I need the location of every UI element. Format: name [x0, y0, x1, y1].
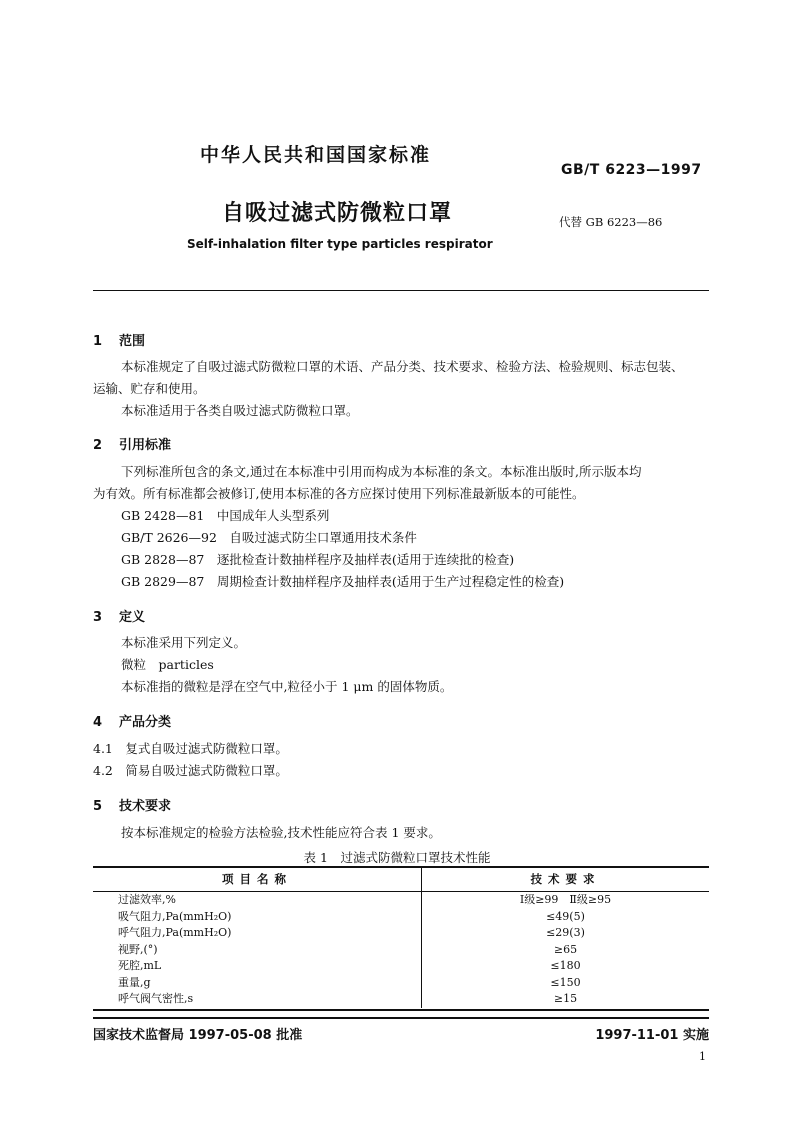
section-1-para-2: 本标准适用于各类自吸过滤式防微粒口罩。 — [121, 403, 359, 418]
approval-line: 国家技术监督局 1997-05-08 批准 — [93, 1028, 303, 1043]
section-4-heading: 4 产品分类 — [93, 715, 172, 730]
table-caption: 表 1 过滤式防微粒口罩技术性能 — [303, 850, 491, 865]
section-1-para-1b: 运输、贮存和使用。 — [93, 381, 206, 396]
header-rule — [93, 290, 709, 291]
table-cell: 呼气阻力,Pa(mmH₂O) — [93, 925, 422, 942]
table-cell: ≥65 — [553, 942, 578, 956]
section-2-para-1a: 下列标准所包含的条文,通过在本标准中引用而构成为本标准的条文。本标准出版时,所示版本均 — [121, 464, 642, 479]
section-4-item: 4.2 简易自吸过滤式防微粒口罩。 — [93, 763, 288, 778]
section-5-para-1: 按本标准规定的检验方法检验,技术性能应符合表 1 要求。 — [121, 825, 441, 840]
table-header-cell: 项目名称 — [93, 867, 422, 892]
table-bottom-border — [93, 1009, 709, 1011]
section-2-para-1b: 为有效。所有标准都会被修订,使用本标准的各方应探讨使用下列标准最新版本的可能性。 — [93, 486, 585, 501]
table-cell: 吸气阻力,Pa(mmH₂O) — [93, 909, 422, 926]
footer-rule — [93, 1017, 709, 1019]
table-cell: 呼气阀气密性,s — [93, 991, 422, 1008]
table-cell: ≤150 — [550, 975, 581, 989]
reference-item: GB 2428—81 中国成年人头型系列 — [121, 508, 330, 523]
replaces-note: 代替 GB 6223—86 — [559, 215, 663, 229]
table-cell: ≤29(3) — [546, 926, 585, 939]
section-3-para-1: 本标准采用下列定义。 — [121, 635, 247, 650]
section-1-heading: 1 范围 — [93, 334, 146, 349]
page-number: 1 — [699, 1050, 706, 1063]
table-cell: 重量,g — [93, 975, 422, 992]
section-3-term: 微粒 particles — [121, 657, 214, 672]
implementation-date: 1997-11-01 实施 — [595, 1028, 709, 1043]
table-row — [93, 892, 709, 909]
document-title: 自吸过滤式防微粒口罩 — [222, 201, 453, 226]
section-3-heading: 3 定义 — [93, 610, 146, 625]
section-3-definition: 本标准指的微粒是浮在空气中,粒径小于 1 μm 的固体物质。 — [121, 679, 453, 694]
table-cell: Ⅰ级≥99 Ⅱ级≥95 — [519, 893, 612, 906]
reference-item: GB 2829—87 周期检查计数抽样程序及抽样表(适用于生产过程稳定性的检查) — [121, 574, 565, 589]
section-2-heading: 2 引用标准 — [93, 438, 172, 453]
table-row — [93, 942, 709, 959]
table-cell: ≥15 — [553, 992, 578, 1005]
table-cell: 过滤效率,% — [93, 892, 422, 909]
english-title: Self-inhalation filter type particles respirator — [187, 237, 493, 251]
standard-number: GB/T 6223—1997 — [561, 162, 702, 178]
table-cell: 死腔,mL — [93, 958, 422, 975]
table-cell: ≤49(5) — [546, 909, 585, 923]
reference-item: GB 2828—87 逐批检查计数抽样程序及抽样表(适用于连续批的检查) — [121, 552, 515, 567]
reference-item: GB/T 2626—92 自吸过滤式防尘口罩通用技术条件 — [121, 530, 417, 545]
table-row — [93, 909, 709, 926]
standard-category-title: 中华人民共和国国家标准 — [200, 144, 432, 166]
spec-table — [93, 867, 709, 1008]
section-4-item: 4.1 复式自吸过滤式防微粒口罩。 — [93, 741, 288, 756]
table-header-cell: 技术要求 — [530, 871, 601, 886]
table-row — [93, 958, 709, 975]
table-row — [93, 925, 709, 942]
table-cell: 视野,(°) — [93, 942, 422, 959]
table-row — [93, 991, 709, 1008]
section-1-para-1a: 本标准规定了自吸过滤式防微粒口罩的术语、产品分类、技术要求、检验方法、检验规则、标志包装、 — [121, 359, 684, 374]
section-5-heading: 5 技术要求 — [93, 799, 172, 814]
table-cell: ≤180 — [550, 959, 581, 972]
table-row — [93, 975, 709, 992]
table-header-row — [93, 867, 709, 892]
